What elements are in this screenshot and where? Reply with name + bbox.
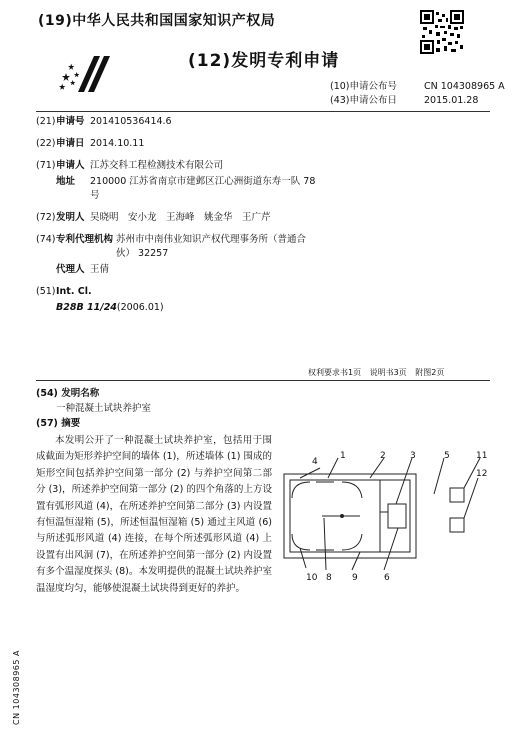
field-label: 代理人 — [56, 264, 85, 275]
page-count: 权利要求书1页 说明书3页 附图2页 — [308, 368, 445, 377]
field-code: (21) — [36, 116, 56, 127]
field-label: 申请日 — [56, 138, 85, 149]
pub-date: 2015.01.28 — [424, 95, 479, 106]
title-label: (54) 发明名称 — [36, 388, 100, 399]
address-row — [36, 175, 316, 203]
patent-office-emblem — [56, 52, 118, 94]
pub-number-label: (10)申请公布号 — [330, 81, 398, 92]
field-label: 地址 — [56, 176, 76, 187]
abstract-label: (57) 摘要 — [36, 418, 81, 429]
agent-row — [36, 263, 316, 277]
ipc-year: (2006.01) — [116, 302, 164, 313]
figure-label-4: 4 — [312, 457, 318, 467]
office-name: (19)中华人民共和国国家知识产权局 — [38, 13, 276, 29]
ipc-class: B28B 11/24 — [56, 302, 117, 313]
agency-row — [36, 233, 316, 261]
applicant-row — [36, 159, 316, 173]
field-label: 专利代理机构 — [56, 234, 114, 245]
field-label: 申请人 — [56, 160, 85, 171]
inventor-row — [36, 211, 316, 225]
header-divider — [36, 111, 490, 112]
figure-label-2: 2 — [380, 451, 386, 461]
figure-label-3: 3 — [410, 451, 416, 461]
applicant-name: 江苏交科工程检测技术有限公司 — [90, 160, 224, 171]
field-code-spacer — [36, 175, 56, 203]
side-publication-number: CN 104308965 A — [12, 650, 21, 725]
figure-label-8: 8 — [326, 573, 332, 583]
field-label: 发明人 — [56, 212, 85, 223]
applicant-address: 210000 江苏省南京市建邺区江心洲街道东寿一队 78 号 — [90, 176, 316, 201]
agent-name: 王倩 — [90, 264, 110, 275]
application-number: 201410536414.6 — [90, 116, 172, 127]
figure-label-9: 9 — [352, 573, 358, 583]
field-code: (74) — [36, 234, 56, 245]
figure-label-11: 11 — [476, 451, 488, 461]
qr-code — [420, 10, 464, 54]
figure-label-10: 10 — [306, 573, 318, 583]
ipc-row — [36, 285, 316, 299]
application-number-row — [36, 115, 316, 129]
abstract-text: 本发明公开了一种混凝土试块养护室，包括用于围成截面为矩形养护空间的墙体 (1)，所述墙体 (1) 围成的矩形空间包括养护空间第一部分 (2) 与养护空间第二部分 (3)，所述养护空间第一部分 (2) 的四个角落的上方设置有弧形风道 (4)，在所述养护空间第二部分 (3) 内设置有恒温恒湿箱 (5)，所述恒温恒湿箱 (5) 通过主风道 (6) 与所述弧形风道 (4) 连接，在每个所述弧形风道 (4) 上设置有出风洞 (7)，在所述养护空间第一部分 (2) 内设置有多个温湿度探头 (8)。本发明提供的混凝土试块养护室温湿度均匀，能够使混凝土试块得到更好的养护。 — [36, 435, 272, 594]
publication-info — [330, 80, 505, 108]
field-code: (72) — [36, 212, 56, 223]
bibliographic-data — [36, 115, 316, 323]
figure-label-1: 1 — [340, 451, 346, 461]
field-code: (71) — [36, 160, 56, 171]
field-code: (51) — [36, 286, 56, 297]
invention-title: 一种混凝土试块养护室 — [56, 403, 152, 414]
pages-divider — [36, 380, 490, 381]
figure-label-12: 12 — [476, 469, 488, 479]
figure-label-5: 5 — [444, 451, 450, 461]
abstract-header — [36, 386, 151, 431]
application-date: 2014.10.11 — [90, 138, 145, 149]
patent-drawing — [280, 448, 492, 596]
agency-name: 苏州市中南伟业知识产权代理事务所（普通合伙） 32257 — [116, 234, 307, 259]
pub-number: CN 104308965 A — [424, 81, 505, 92]
field-code-spacer — [36, 263, 56, 277]
inventor-names: 吴晓明 安小龙 王海峰 姚金华 王广芹 — [90, 212, 271, 223]
field-code-spacer — [36, 301, 56, 315]
pub-date-label: (43)申请公布日 — [330, 95, 398, 106]
document-title: (12)发明专利申请 — [188, 51, 340, 71]
ipc-class-row — [36, 301, 316, 315]
field-label: 申请号 — [56, 116, 85, 127]
field-code: (22) — [36, 138, 56, 149]
application-date-row — [36, 137, 316, 151]
field-label: Int. Cl. — [56, 286, 92, 297]
figure-label-6: 6 — [384, 573, 390, 583]
